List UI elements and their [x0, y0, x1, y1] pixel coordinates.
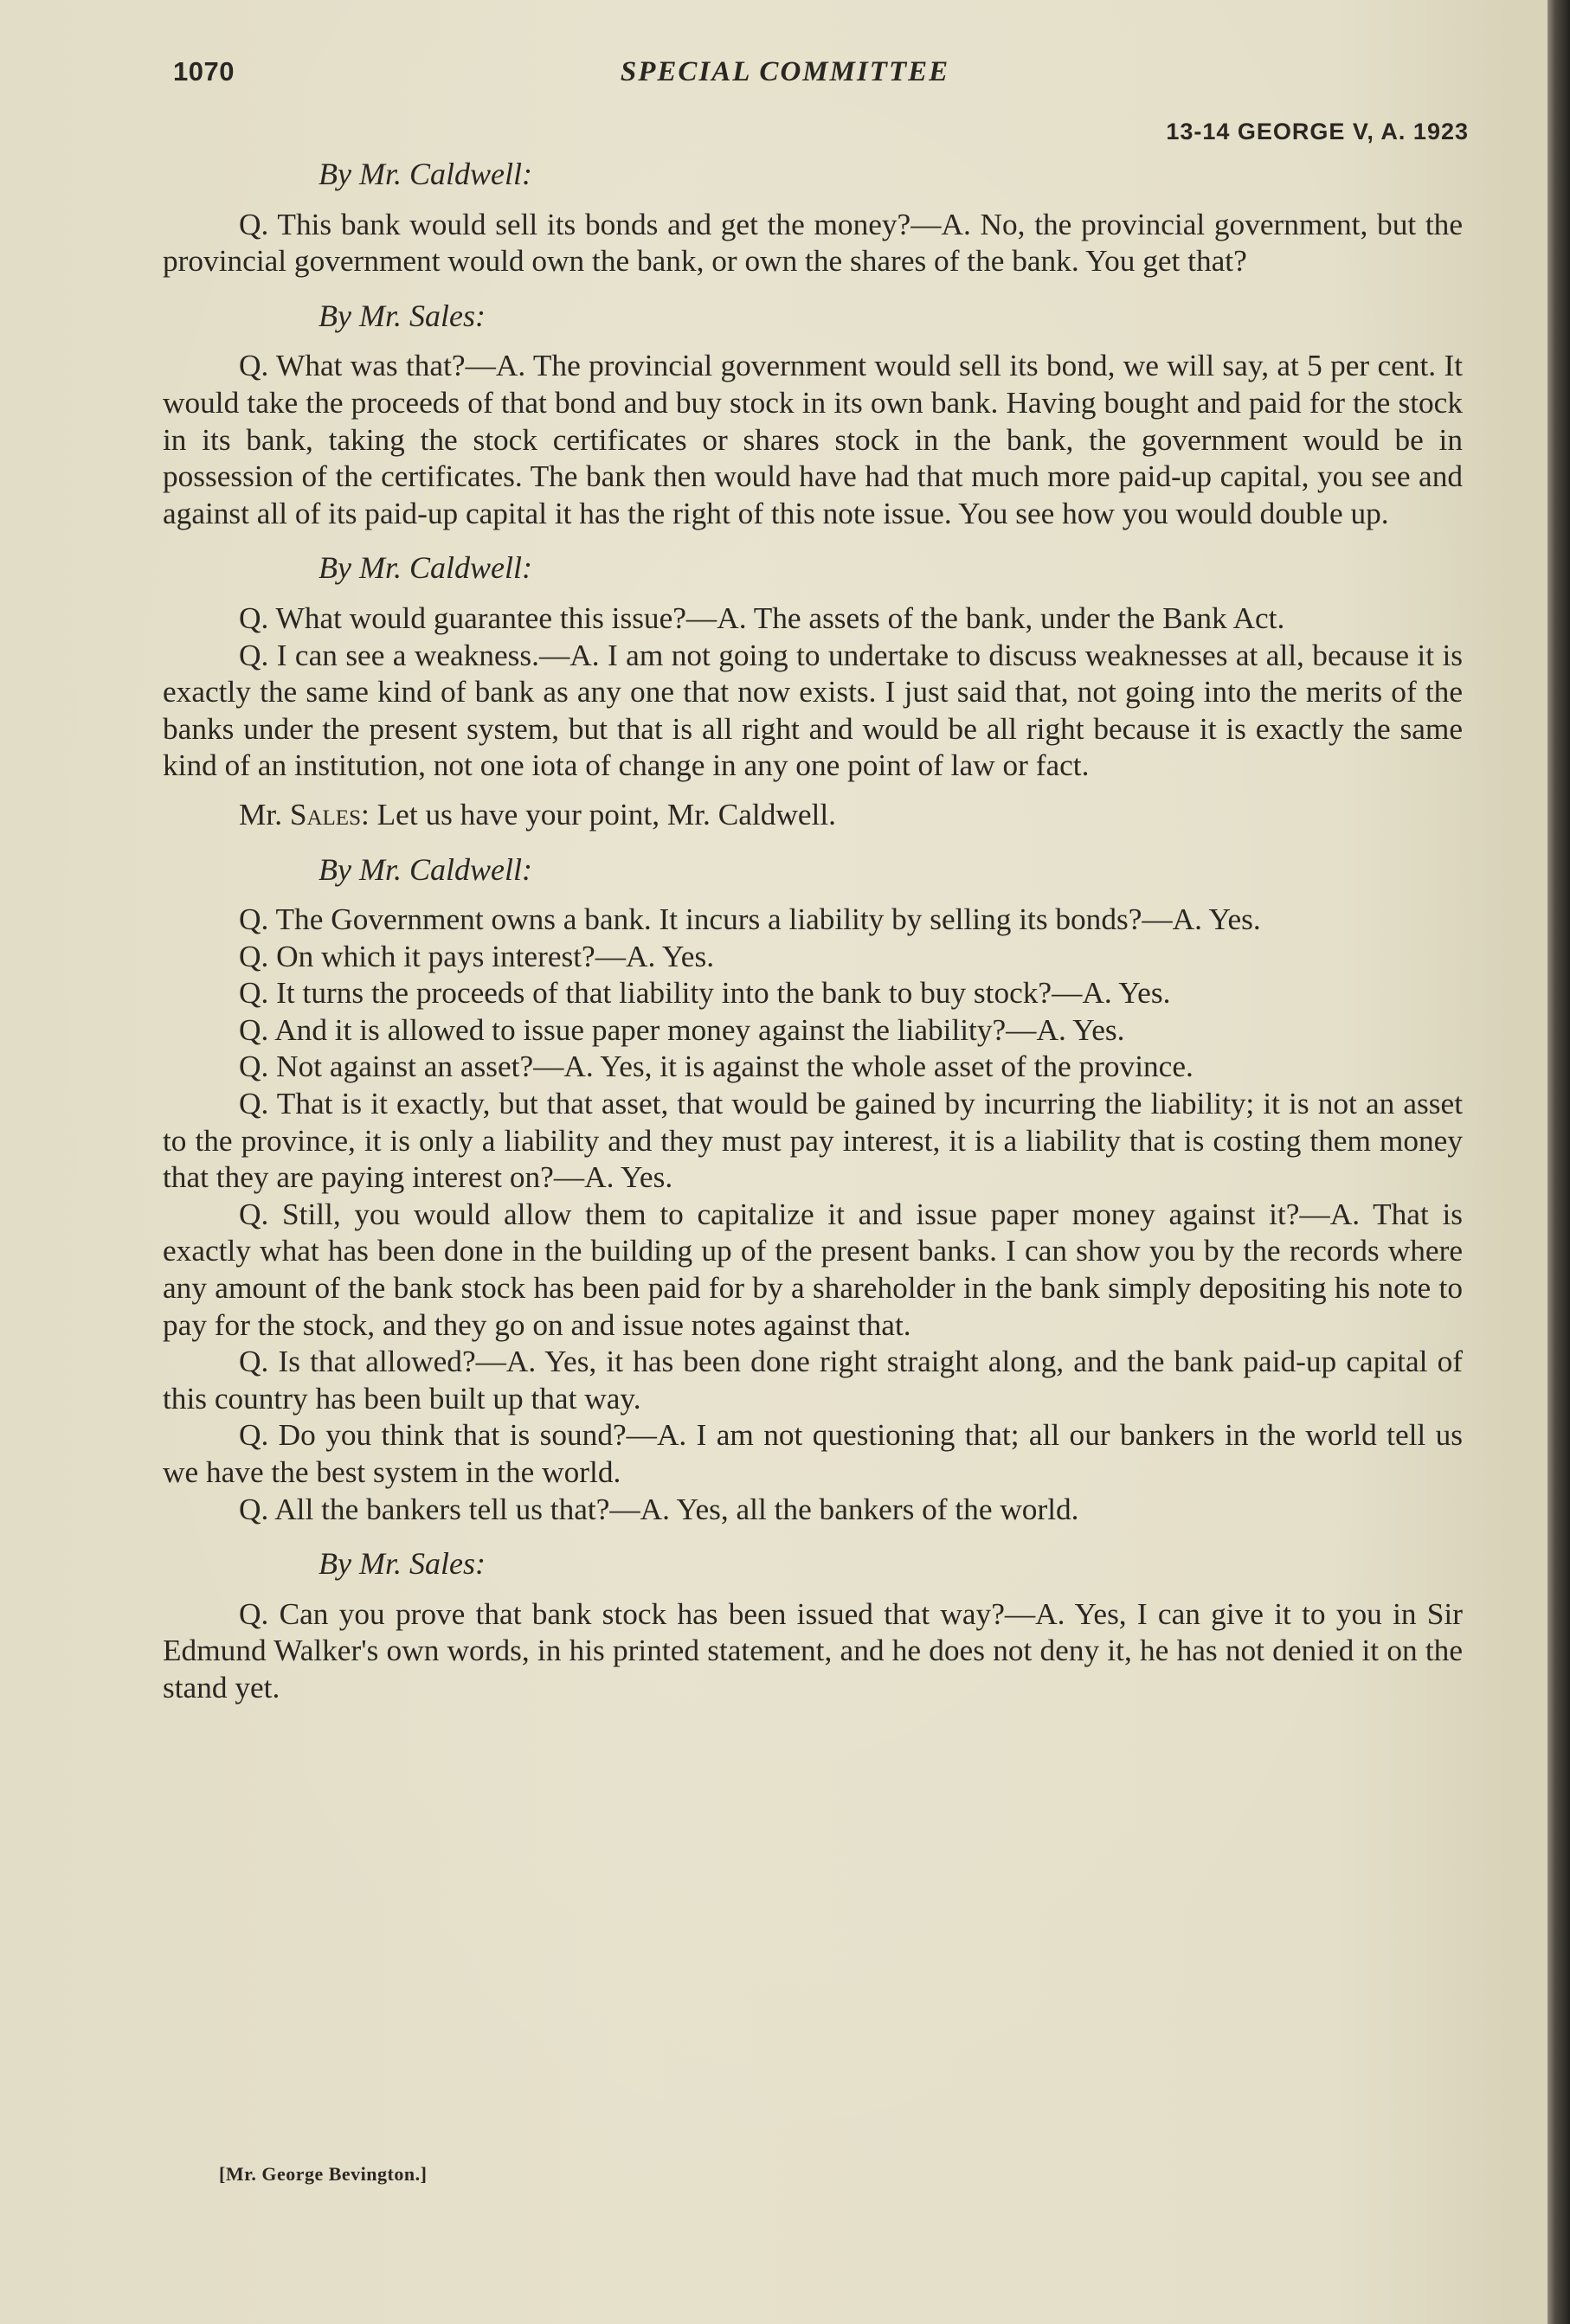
speaker-heading: By Mr. Caldwell:: [319, 157, 532, 191]
transcript-paragraph: Q. The Government owns a bank. It incurs a liability by selling its bonds?—A. Yes.: [239, 902, 1261, 937]
speaker-heading: By Mr. Caldwell:: [319, 550, 532, 586]
transcript-paragraph: Q. On which it pays interest?—A. Yes.: [239, 939, 715, 973]
transcript-paragraph: Q. All the bankers tell us that?—A. Yes, all the bankers of the world.: [239, 1492, 1079, 1526]
transcript-paragraph: Q. What was that?—A. The provincial government would sell its bond, we will say, at 5 per cent. It would take the proceeds of that bond and buy stock in its own bank. Having bought and paid for the stock in its bank, taking the stock certificates or shares stock in the bank, the government would be in possession of the certificates. The bank then would have had that much more paid-up capital, you see and against all of its paid-up capital it has the right of this note issue. You see how you would double up.: [163, 349, 1463, 530]
transcript-paragraph: Q. Can you prove that bank stock has been issued that way?—A. Yes, I can give it to you in Sir Edmund Walker's own words, in his printed statement, and he does not deny it, he has not denied it on the stand yet.: [163, 1596, 1463, 1704]
transcript-paragraph: Q. Not against an asset?—A. Yes, it is against the whole asset of the province.: [239, 1050, 1194, 1084]
remark-prefix: Mr.: [239, 797, 290, 831]
transcript-paragraph: Q. Is that allowed?—A. Yes, it has been done right straight along, and the bank paid-up capital of this country has been built up that way.: [163, 1345, 1463, 1416]
witness-footnote: [Mr. George Bevington.]: [219, 2163, 428, 2185]
transcript-paragraph: Q. It turns the proceeds of that liability into the bank to buy stock?—A. Yes.: [239, 976, 1171, 1011]
transcript-paragraph: Q. I can see a weakness.—A. I am not going to undertake to discuss weaknesses at all, because it is exactly the same kind of bank as any one that now exists. I just said that, not going into the merits of the banks under the present system, but that is all right and would be all right because it is exactly the same kind of an institution, not one iota of change in any one point of law or fact.: [163, 638, 1463, 783]
speaker-heading: By Mr. Sales:: [319, 298, 486, 333]
remark-paragraph: [163, 797, 1463, 834]
book-spine-shadow: [1547, 0, 1570, 2324]
transcript-paragraph: Q. This bank would sell its bonds and get the money?—A. No, the provincial government, but the provincial government would own the bank, or own the shares of the bank. You get that?: [163, 207, 1463, 279]
transcript-paragraph: Q. And it is allowed to issue paper money against the liability?—A. Yes.: [239, 1012, 1125, 1047]
session-label: 13-14 GEORGE V, A. 1923: [1166, 119, 1469, 144]
running-head: SPECIAL COMMITTEE: [620, 56, 950, 87]
remark-text: : Let us have your point, Mr. Caldwell.: [360, 797, 836, 831]
transcript-paragraph: Q. What would guarantee this issue?—A. The assets of the bank, under the Bank Act.: [239, 600, 1285, 635]
transcript-paragraph: Q. Still, you would allow them to capitalize it and issue paper money against it?—A. That is exactly what has been done in the building up of the present banks. I can show you by the records where any amount of the bank stock has been paid for by a shareholder in the bank simply depositing his note to pay for the stock, and they go on and issue notes against that.: [163, 1197, 1463, 1342]
transcript-body: [163, 156, 1463, 1707]
remark-speaker-name: Sales: [289, 797, 361, 831]
transcript-paragraph: Q. That is it exactly, but that asset, that would be gained by incurring the liability; it is not an asset to the province, it is only a liability and they must pay interest, it is a liability that is costing them money that they are paying interest on?—A. Yes.: [163, 1087, 1463, 1195]
speaker-heading: By Mr. Caldwell:: [319, 851, 532, 887]
transcript-paragraph: Q. Do you think that is sound?—A. I am not questioning that; all our bankers in the world tell us we have the best system in the world.: [163, 1418, 1463, 1489]
speaker-heading: By Mr. Sales:: [319, 1546, 486, 1582]
page-number: 1070: [173, 56, 235, 87]
